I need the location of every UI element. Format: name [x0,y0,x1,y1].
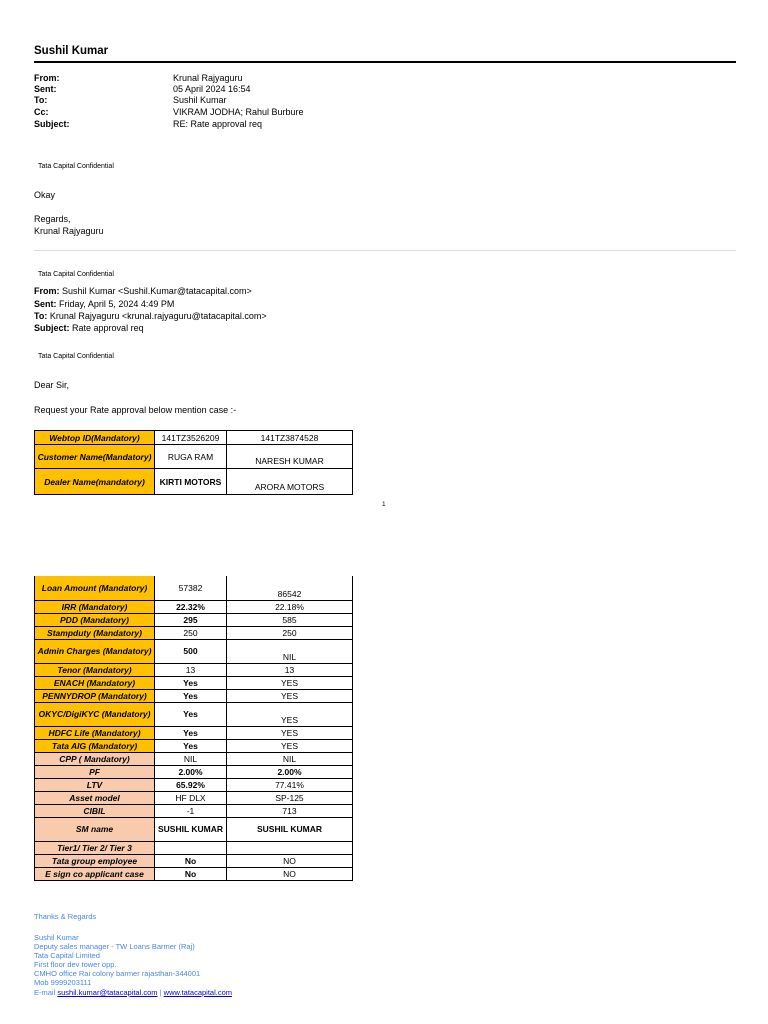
row-label: CIBIL [35,804,155,817]
cell-case2: 141TZ3874528 [227,431,353,445]
row-label: Tata AIG (Mandatory) [35,739,155,752]
cell-case1: SUSHIL KUMAR [155,817,227,841]
sent-label: Sent: [34,84,57,94]
reply-body: Okay [34,190,56,200]
row-label: Tata group employee [35,854,155,867]
rate-approval-table [34,576,353,881]
cell-case2: 585 [227,613,353,626]
table-row [35,765,353,778]
subject-label: Subject: [34,323,70,333]
cell-case1: 2.00% [155,765,227,778]
greeting-text: Dear Sir, [34,380,70,390]
table-row [35,613,353,626]
email-link[interactable]: sushil.kumar@tatacapital.com [57,988,158,997]
cell-case1: Yes [155,689,227,702]
row-label: Stampduty (Mandatory) [35,626,155,639]
footer-mobile: Mob 9999203111 [34,978,92,987]
sent-value: Friday, April 5, 2024 4:49 PM [59,299,175,309]
cell-case1: -1 [155,804,227,817]
cell-case1: 65.92% [155,778,227,791]
cell-case2: SUSHIL KUMAR [227,817,353,841]
table-row [35,576,353,600]
cell-case2: NO [227,867,353,880]
table-row [35,689,353,702]
cell-case1: NIL [155,752,227,765]
cc-label: Cc: [34,107,49,117]
subject-value: RE: Rate approval req [173,119,263,129]
cell-case1: RUGA RAM [155,445,227,469]
cell-case1: No [155,867,227,880]
cell-case2: YES [227,676,353,689]
table-row [35,702,353,726]
subject-label: Subject: [34,119,70,129]
footer-contact-row [34,989,232,997]
message-divider [34,250,736,251]
cell-case2: 77.41% [227,778,353,791]
from-label: From: [34,73,60,83]
footer-company: Tata Capital Limited [34,951,100,960]
row-label: PDD (Mandatory) [35,613,155,626]
cell-case1: 13 [155,663,227,676]
reply-signature: Krunal Rajyaguru [34,226,104,236]
cell-case2: 2.00% [227,765,353,778]
cell-case1: No [155,854,227,867]
cell-case2 [227,841,353,854]
sent-value: 05 April 2024 16:54 [173,84,251,94]
cell-case2: NARESH KUMAR [227,445,353,469]
table-row [35,841,353,854]
cell-case1 [155,841,227,854]
from-label: From: [34,286,60,296]
cc-value: VIKRAM JODHA; Rahul Burbure [173,107,304,117]
original-sent-row [34,299,174,310]
cell-case1: Yes [155,702,227,726]
row-label: SM name [35,817,155,841]
cell-case2: YES [227,689,353,702]
row-label: OKYC/DigiKYC (Mandatory) [35,702,155,726]
table-row [35,626,353,639]
row-label: Admin Charges (Mandatory) [35,639,155,663]
row-label: IRR (Mandatory) [35,600,155,613]
cell-case2: 713 [227,804,353,817]
original-from-row [34,286,252,297]
to-value: Sushil Kumar [173,95,227,105]
email-document [34,0,734,1024]
cell-case1: 295 [155,613,227,626]
email-prefix: E-mail [34,988,56,997]
cell-case2: SP-125 [227,791,353,804]
table-row [35,431,353,445]
table-row [35,804,353,817]
table-row [35,752,353,765]
footer-title: Deputy sales manager - TW Loans Barmer (Raj) [34,942,195,951]
from-value: Krunal Rajyaguru [173,73,243,83]
table-row [35,817,353,841]
cell-case2: YES [227,702,353,726]
cell-case2: YES [227,739,353,752]
table-row [35,791,353,804]
table-row [35,867,353,880]
table-row [35,778,353,791]
cell-case2: NO [227,854,353,867]
cell-case2: 250 [227,626,353,639]
header-divider [34,61,736,63]
sent-label: Sent: [34,299,57,309]
row-label: Asset model [35,791,155,804]
regards-text: Regards, [34,214,71,224]
cell-case1: 141TZ3526209 [155,431,227,445]
row-label: Dealer Name(mandatory) [35,469,155,495]
row-label: PENNYDROP (Mandatory) [35,689,155,702]
row-label: Webtop ID(Mandatory) [35,431,155,445]
table-row [35,663,353,676]
footer-address-line1: First floor dev tower opp. [34,960,117,969]
table-row [35,726,353,739]
cell-case1: 22.32% [155,600,227,613]
cell-case1: 250 [155,626,227,639]
cell-case2: NIL [227,639,353,663]
subject-value: Rate approval req [72,323,144,333]
table-row [35,445,353,469]
to-label: To: [34,311,48,321]
cell-case2: YES [227,726,353,739]
footer-address-line2: CMHO office Rai colony barmer rajasthan-344001 [34,969,201,978]
row-label: Customer Name(Mandatory) [35,445,155,469]
original-to-row [34,311,267,322]
footer-thanks: Thanks & Regards [34,912,97,921]
row-label: Loan Amount (Mandatory) [35,576,155,600]
row-label: Tenor (Mandatory) [35,663,155,676]
row-label: LTV [35,778,155,791]
cell-case1: Yes [155,676,227,689]
request-text: Request your Rate approval below mention case :- [34,405,237,415]
website-link[interactable]: www.tatacapital.com [163,988,233,997]
cell-case2: ARORA MOTORS [227,469,353,495]
table-row [35,854,353,867]
row-label: ENACH (Mandatory) [35,676,155,689]
row-label: CPP ( Mandatory) [35,752,155,765]
cell-case2: NIL [227,752,353,765]
case-id-table [34,430,353,495]
page-number: 1 [382,501,386,508]
row-label: PF [35,765,155,778]
from-value: Sushil Kumar <Sushil.Kumar@tatacapital.com> [62,286,252,296]
cell-case1: KIRTI MOTORS [155,469,227,495]
cell-case1: Yes [155,739,227,752]
cell-case2: 22.18% [227,600,353,613]
cell-case1: Yes [155,726,227,739]
confidential-label: Tata Capital Confidential [38,163,114,170]
row-label: E sign co applicant case [35,867,155,880]
confidential-label: Tata Capital Confidential [38,353,114,360]
cell-case1: HF DLX [155,791,227,804]
table-row [35,600,353,613]
table-row [35,469,353,495]
row-label: Tier1/ Tier 2/ Tier 3 [35,841,155,854]
cell-case2: 86542 [227,576,353,600]
original-subject-row [34,323,144,334]
cell-case2: 13 [227,663,353,676]
cell-case1: 500 [155,639,227,663]
mailbox-owner-name: Sushil Kumar [34,45,109,57]
table-row [35,639,353,663]
to-label: To: [34,95,48,105]
table-row [35,676,353,689]
confidential-label: Tata Capital Confidential [38,271,114,278]
link-separator: | [159,988,162,997]
footer-name: Sushil Kumar [34,933,79,942]
to-value: Krunal Rajyaguru <krunal.rajyaguru@tatacapital.com> [49,311,267,321]
table-row [35,739,353,752]
row-label: HDFC Life (Mandatory) [35,726,155,739]
cell-case1: 57382 [155,576,227,600]
